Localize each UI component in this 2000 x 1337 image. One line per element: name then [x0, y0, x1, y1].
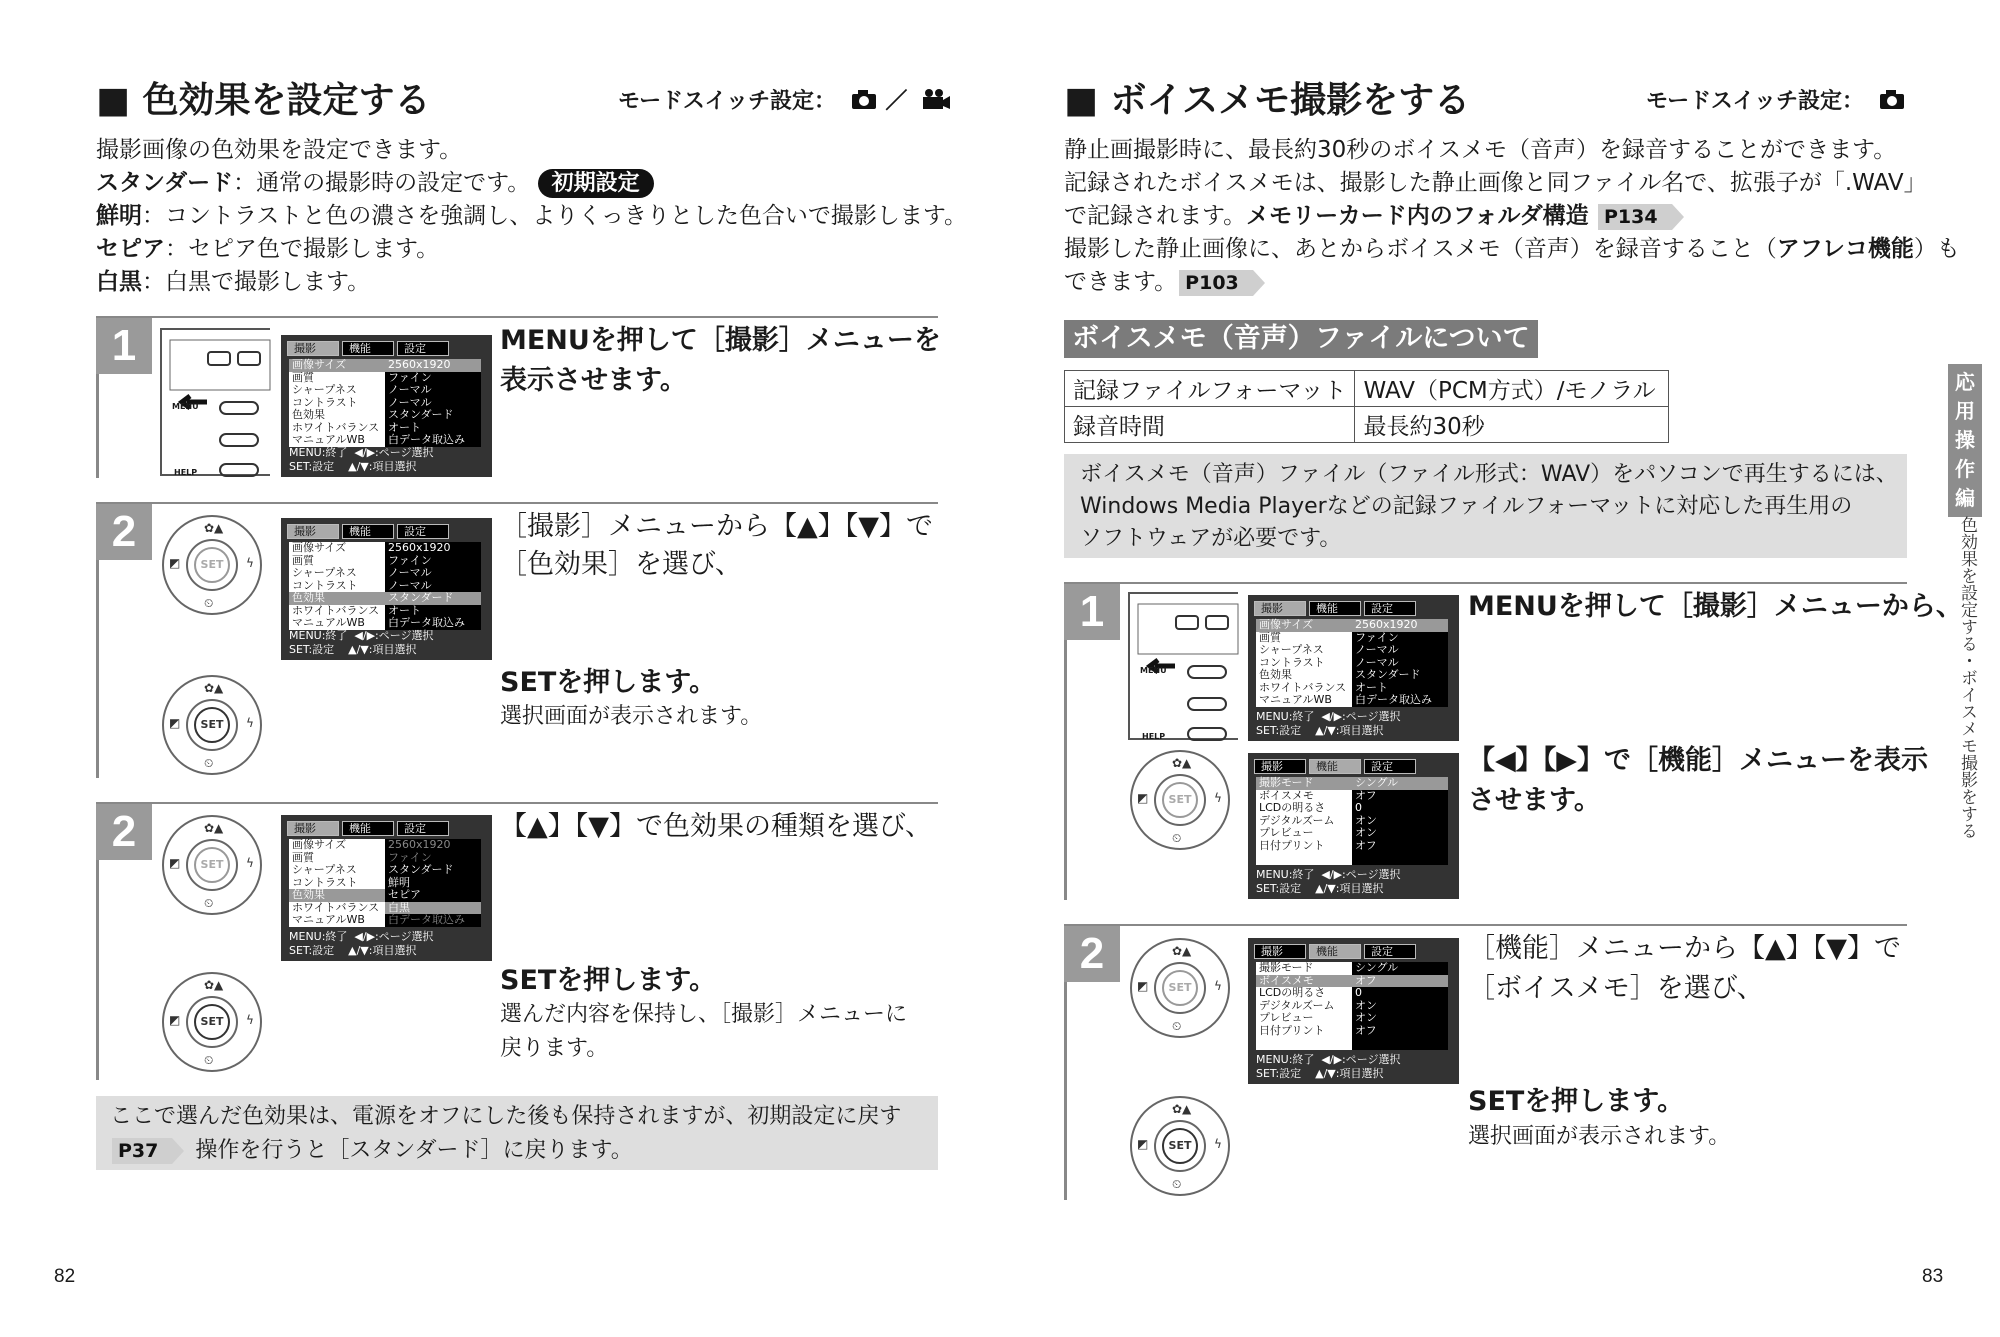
lcd-tab-setup: 設定: [397, 524, 449, 539]
side-tab-char: 作: [1955, 457, 1975, 481]
left-mode-switch: [618, 84, 951, 116]
lcd-tab-func: 機能: [342, 524, 394, 539]
lcd-val: 白黒: [385, 902, 481, 915]
lcd-tab-shoot: 撮影: [287, 524, 339, 539]
lcd-foot: SET:設定 ▲/▼:項目選択: [289, 460, 417, 473]
step-text: 表示させます。: [500, 365, 687, 396]
para-bold: メモリーカード内のフォルダ構造: [1246, 203, 1589, 229]
lcd-val: オフ: [1355, 788, 1377, 802]
lcd-tab-setup: 設定: [397, 821, 449, 836]
left-intro: 撮影画像の色効果を設定できます。: [96, 137, 463, 163]
lcd-function-menu: [1248, 938, 1459, 1084]
lcd-item: ホワイトバランス: [292, 603, 380, 617]
lcd-tab-func: 機能: [342, 341, 394, 356]
lcd-val: ノーマル: [1355, 643, 1399, 656]
option-desc: ：コントラストと色の濃さを強調し、よりくっきりとした色合いで撮影します。: [142, 203, 968, 229]
lcd-val: ファイン: [388, 553, 432, 567]
lcd-item: 画質: [292, 850, 314, 864]
table-cell: 録音時間: [1065, 407, 1355, 443]
para-bold: アフレコ機能: [1776, 236, 1914, 262]
video-camera-icon: [921, 88, 951, 116]
step-note: 戻ります。: [500, 1036, 609, 1061]
side-section-text: 色効果を設定する・ボイスメモ撮影をする: [1957, 516, 1977, 839]
lcd-tab-setup: 設定: [1364, 944, 1416, 959]
lcd-item: ボイスメモ: [1259, 788, 1314, 802]
para-text: できます。: [1064, 269, 1178, 295]
side-tab-char: 用: [1955, 399, 1975, 423]
lcd-item: 画質: [292, 370, 314, 384]
right-para: 静止画撮影時に、最長約30秒のボイスメモ（音声）を録音することができます。: [1064, 137, 1897, 163]
lcd-tab-shoot: 撮影: [287, 341, 339, 356]
footnote-line: ここで選んだ色効果は、電源をオフにした後も保持されますが、初期設定に戻す: [110, 1104, 902, 1129]
lcd-item: デジタルズーム: [1259, 813, 1335, 827]
lcd-item: マニュアルWB: [292, 913, 365, 926]
lcd-item: ホワイトバランス: [292, 900, 380, 914]
table-row: [1065, 407, 1669, 443]
step-text: MENUを押して［撮影］メニューから、: [1468, 591, 1963, 622]
lcd-val: オフ: [1355, 1023, 1377, 1037]
lcd-foot: MENU:終了 ◀/▶:ページ選択: [1256, 868, 1401, 881]
footnote-text: 操作を行うと［スタンダード］に戻ります。: [195, 1138, 633, 1163]
step-text: 【◀】【▶】で［機能］メニューを表示: [1468, 745, 1929, 776]
lcd-val: 白データ取込み: [388, 913, 465, 926]
right-title: ■ ボイスメモ撮影をする: [1064, 80, 1471, 121]
file-format-table: [1064, 370, 1669, 443]
control-dial-icon: SET ✿▲ ◩ ϟ ⏲: [162, 515, 262, 615]
lcd-item: ボイスメモ: [1256, 975, 1352, 988]
option-desc: ：通常の撮影時の設定です。: [233, 170, 531, 196]
lcd-item: 色効果: [289, 592, 385, 605]
lcd-foot: MENU:終了 ◀/▶:ページ選択: [1256, 1053, 1401, 1066]
menu-label: MENU: [172, 402, 199, 411]
step-note: 選択画面が表示されます。: [1468, 1124, 1731, 1149]
lcd-item: 日付プリント: [1259, 838, 1325, 852]
lcd-shoot-menu: [1248, 595, 1459, 741]
para-text: 撮影した静止画像に、あとからボイスメモ（音声）を録音すること（: [1064, 236, 1777, 262]
set-button: SET: [1162, 782, 1198, 818]
lcd-val: 鮮明: [388, 875, 410, 889]
lcd-val: 2560x1920: [1352, 619, 1448, 632]
lcd-item: 画像サイズ: [1256, 619, 1352, 632]
page-ref-p103[interactable]: P103: [1179, 270, 1253, 296]
lcd-val: オフ: [1352, 975, 1448, 988]
para-text: ）も: [1913, 236, 1960, 262]
menu-label: MENU: [1140, 666, 1167, 675]
lcd-foot: SET:設定 ▲/▼:項目選択: [289, 944, 417, 957]
camera-icon: [850, 88, 878, 116]
lcd-color-effect-menu: [281, 815, 492, 961]
step-text: させます。: [1468, 785, 1601, 816]
lcd-item: 色効果: [1259, 668, 1292, 681]
side-tab-char: 操: [1955, 428, 1975, 452]
lcd-val: オート: [388, 603, 421, 617]
left-title: ■ 色効果を設定する: [96, 80, 431, 121]
lcd-item: デジタルズーム: [1259, 998, 1335, 1012]
lcd-val: 2560x1920: [388, 541, 451, 554]
step-text: ［色効果］を選び、: [500, 549, 742, 580]
control-dial-icon: SET ✿▲ ◩ ϟ ⏲: [162, 815, 262, 915]
section-heading: ボイスメモ（音声）ファイルについて: [1064, 320, 1538, 358]
lcd-val: オン: [1355, 826, 1377, 839]
lcd-val: 白データ取込み: [388, 433, 465, 446]
control-dial-icon: SET ✿▲ ◩ ϟ ⏲: [162, 972, 262, 1072]
lcd-val: オン: [1355, 998, 1377, 1012]
side-tab-char: 編: [1955, 486, 1975, 510]
lcd-tab-setup: 設定: [1364, 601, 1416, 616]
step-note: 選んだ内容を保持し、［撮影］メニューに: [500, 1002, 908, 1027]
lcd-val: シングル: [1355, 961, 1399, 974]
set-button: SET: [194, 707, 230, 743]
lcd-item: シャープネス: [292, 383, 357, 396]
option-sepia: [96, 233, 439, 266]
lcd-item: 色効果: [292, 408, 325, 421]
lcd-item: LCDの明るさ: [1259, 801, 1326, 814]
option-bw: [96, 266, 370, 299]
footnote-line: [110, 1134, 633, 1167]
mode-label: モードスイッチ設定：: [618, 89, 837, 114]
set-instruction: SETを押します。: [1468, 1086, 1685, 1117]
set-button: SET: [194, 847, 230, 883]
help-label: HELP: [1142, 732, 1166, 741]
lcd-function-menu: [1248, 753, 1459, 899]
lcd-val: スタンダード: [388, 408, 454, 421]
set-button: SET: [194, 547, 230, 583]
lcd-val: オート: [388, 420, 421, 434]
right-para: [1064, 200, 1674, 233]
note-line: ボイスメモ（音声）ファイル（ファイル形式：WAV）をパソコンで再生するには、: [1080, 462, 1898, 487]
table-row: [1065, 371, 1669, 407]
lcd-item: コントラスト: [292, 395, 358, 409]
lcd-val: 2560x1920: [385, 359, 481, 372]
lcd-val: ファイン: [388, 850, 432, 864]
table-cell: 記録ファイルフォーマット: [1065, 371, 1355, 407]
step-note: 選択画面が表示されます。: [500, 704, 763, 729]
lcd-val: 0: [1355, 986, 1362, 999]
lcd-item: 色効果: [289, 889, 385, 902]
lcd-item: コントラスト: [1259, 655, 1325, 669]
option-standard: [96, 167, 654, 200]
lcd-val: ノーマル: [388, 383, 432, 396]
lcd-val: シングル: [1352, 777, 1448, 790]
right-para: [1064, 233, 1960, 266]
step-number: 1: [96, 318, 152, 374]
step-text: ［ボイスメモ］を選び、: [1468, 973, 1764, 1004]
lcd-tab-func: 機能: [1309, 944, 1361, 959]
lcd-item: プレビュー: [1259, 1011, 1314, 1024]
lcd-shoot-menu: [281, 518, 492, 660]
right-para: [1064, 266, 1255, 299]
page-number-left: 82: [54, 1266, 76, 1287]
para-text: で記録されます。: [1064, 203, 1247, 229]
lcd-item: マニュアルWB: [292, 616, 365, 629]
lcd-foot: SET:設定 ▲/▼:項目選択: [1256, 724, 1384, 737]
lcd-foot: MENU:終了 ◀/▶:ページ選択: [289, 446, 434, 459]
control-dial-icon: SET ✿▲ ◩ ϟ ⏲: [1130, 938, 1230, 1038]
note-line: ソフトウェアが必要です。: [1080, 526, 1342, 551]
right-mode-switch: [1646, 84, 1906, 116]
lcd-tab-func: 機能: [1309, 601, 1361, 616]
lcd-item: シャープネス: [292, 566, 357, 579]
lcd-item: コントラスト: [292, 875, 358, 889]
lcd-val: ファイン: [1355, 630, 1399, 644]
lcd-item: 日付プリント: [1259, 1023, 1325, 1037]
mode-sep: ／: [885, 89, 908, 114]
lcd-val: オン: [1355, 813, 1377, 827]
lcd-foot: SET:設定 ▲/▼:項目選択: [1256, 882, 1384, 895]
camera-back-illustration: [160, 328, 270, 476]
set-instruction: SETを押します。: [500, 965, 717, 996]
set-instruction: SETを押します。: [500, 667, 717, 698]
option-vivid: [96, 200, 967, 233]
lcd-tab-shoot: 撮影: [1254, 944, 1306, 959]
control-dial-icon: SET ✿▲ ◩ ϟ ⏲: [1130, 750, 1230, 850]
page-number-right: 83: [1922, 1266, 1944, 1287]
step-number: 2: [1064, 926, 1120, 982]
lcd-item: 画像サイズ: [292, 541, 347, 554]
lcd-tab-shoot: 撮影: [287, 821, 339, 836]
lcd-tab-shoot: 撮影: [1254, 759, 1306, 774]
lcd-val: 2560x1920: [388, 838, 451, 851]
step-number: 1: [1064, 584, 1120, 640]
right-para: 記録されたボイスメモは、撮影した静止画像と同ファイル名で、拡張子が「.WAV」: [1064, 170, 1927, 196]
lcd-tab-setup: 設定: [1364, 759, 1416, 774]
lcd-foot: MENU:終了 ◀/▶:ページ選択: [289, 930, 434, 943]
option-term: 白黒: [96, 269, 142, 295]
lcd-item: 画像サイズ: [289, 359, 385, 372]
note-line: Windows Media Playerなどの記録ファイルフォーマットに対応した再生用の: [1080, 494, 1853, 519]
lcd-val: 白データ取込み: [1355, 693, 1432, 706]
lcd-shoot-menu: [281, 335, 492, 477]
table-cell: 最長約30秒: [1355, 407, 1669, 443]
lcd-item: 画質: [1259, 630, 1281, 644]
option-term: スタンダード: [96, 170, 234, 196]
page-ref-p134[interactable]: P134: [1598, 204, 1672, 230]
camera-back-illustration: [1128, 592, 1238, 740]
lcd-item: マニュアルWB: [292, 433, 365, 446]
lcd-tab-setup: 設定: [397, 341, 449, 356]
step-number: 2: [96, 504, 152, 560]
lcd-foot: SET:設定 ▲/▼:項目選択: [1256, 1067, 1384, 1080]
lcd-item: LCDの明るさ: [1259, 986, 1326, 999]
step-text: MENUを押して［撮影］メニューを: [500, 325, 941, 356]
lcd-tab-shoot: 撮影: [1254, 601, 1306, 616]
table-cell: WAV（PCM方式）/モノラル: [1355, 371, 1669, 407]
step-text: ［撮影］メニューから【▲】【▼】で: [500, 511, 934, 542]
lcd-item: マニュアルWB: [1259, 693, 1332, 706]
side-tab-char: 応: [1955, 370, 1975, 394]
lcd-val: ノーマル: [1355, 655, 1399, 669]
lcd-tab-func: 機能: [1309, 759, 1361, 774]
option-desc: ：セピア色で撮影します。: [165, 236, 440, 262]
lcd-val: オフ: [1355, 838, 1377, 852]
lcd-val: スタンダード: [1355, 668, 1421, 681]
lcd-item: プレビュー: [1259, 826, 1314, 839]
set-button: SET: [1162, 970, 1198, 1006]
step-number: 2: [96, 804, 152, 860]
option-term: セピア: [96, 236, 165, 262]
control-dial-icon: SET ✿▲ ◩ ϟ ⏲: [1130, 1096, 1230, 1196]
lcd-item: 撮影モード: [1259, 961, 1314, 974]
default-badge: 初期設定: [538, 169, 654, 198]
lcd-tab-func: 機能: [342, 821, 394, 836]
step-text: ［機能］メニューから【▲】【▼】で: [1468, 933, 1902, 964]
lcd-item: 画像サイズ: [292, 838, 347, 851]
set-button: SET: [1162, 1128, 1198, 1164]
lcd-item: ホワイトバランス: [292, 420, 380, 434]
lcd-val: オート: [1355, 680, 1388, 694]
lcd-val: ノーマル: [388, 395, 432, 409]
step-text: 【▲】【▼】で色効果の種類を選び、: [500, 811, 932, 842]
lcd-item: ホワイトバランス: [1259, 680, 1347, 694]
lcd-val: 白データ取込み: [388, 616, 465, 629]
lcd-val: オン: [1355, 1011, 1377, 1024]
page-ref-p37[interactable]: P37: [112, 1138, 172, 1164]
control-dial-icon: SET ✿▲ ◩ ϟ ⏲: [162, 675, 262, 775]
lcd-foot: SET:設定 ▲/▼:項目選択: [289, 643, 417, 656]
lcd-item: 画質: [292, 553, 314, 567]
lcd-val: スタンダード: [385, 592, 481, 605]
lcd-val: ノーマル: [388, 578, 432, 592]
lcd-val: ノーマル: [388, 566, 432, 579]
help-label: HELP: [174, 468, 198, 477]
option-desc: ：白黒で撮影します。: [142, 269, 371, 295]
option-term: 鮮明: [96, 203, 142, 229]
lcd-foot: MENU:終了 ◀/▶:ページ選択: [1256, 710, 1401, 723]
lcd-item: シャープネス: [1259, 643, 1324, 656]
lcd-item: シャープネス: [292, 863, 357, 876]
lcd-val: 0: [1355, 801, 1362, 814]
lcd-item: コントラスト: [292, 578, 358, 592]
side-chapter-tab: [1948, 364, 1982, 517]
lcd-item: 撮影モード: [1256, 777, 1352, 790]
lcd-val: ファイン: [388, 370, 432, 384]
lcd-val: スタンダード: [388, 863, 454, 876]
lcd-val: セピア: [388, 888, 421, 901]
camera-icon: [1878, 88, 1906, 116]
set-button: SET: [194, 1004, 230, 1040]
mode-label: モードスイッチ設定：: [1646, 89, 1865, 114]
lcd-foot: MENU:終了 ◀/▶:ページ選択: [289, 629, 434, 642]
